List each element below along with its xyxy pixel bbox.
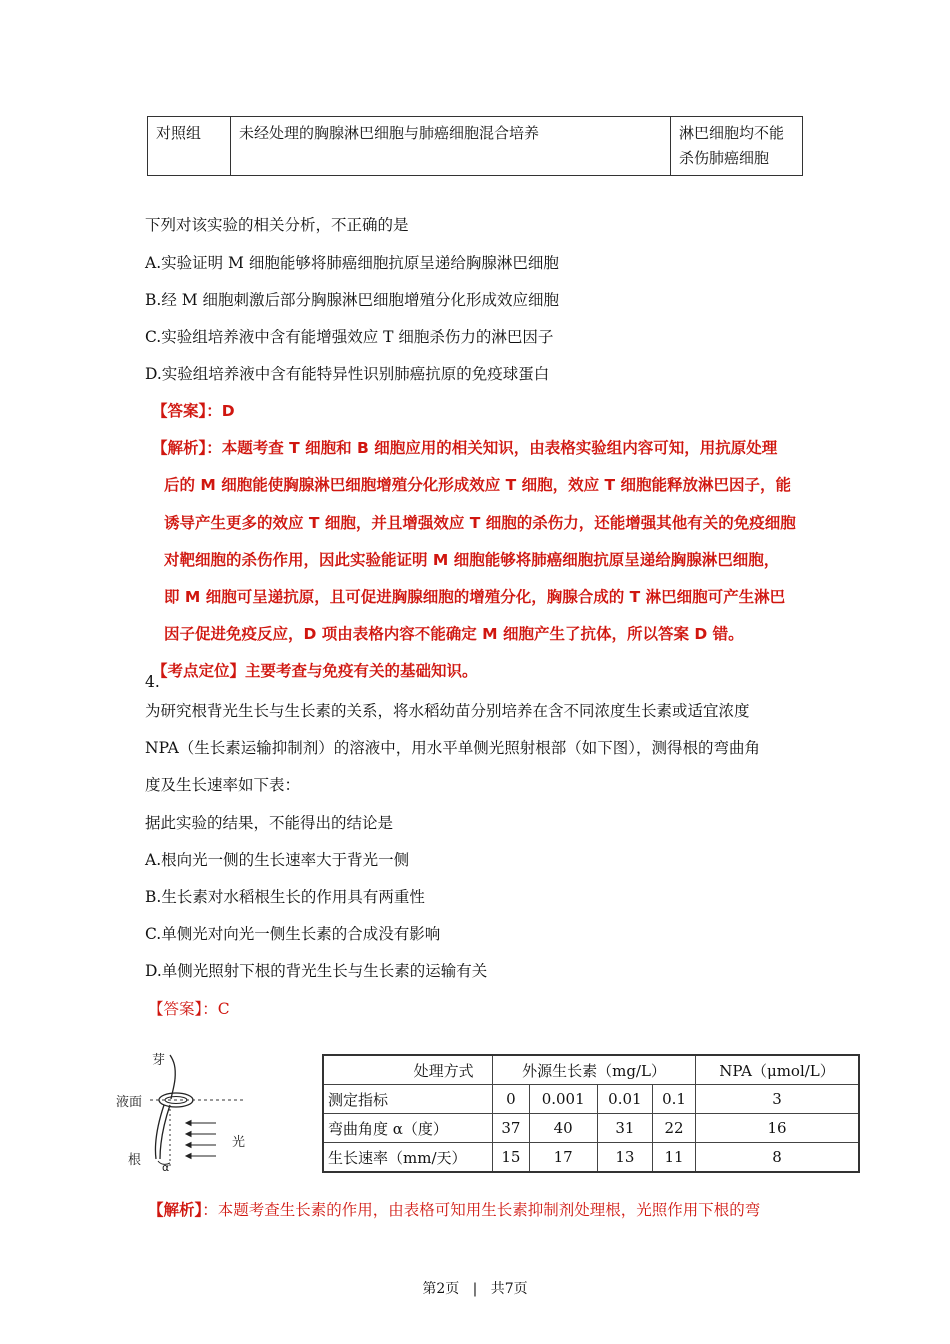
table-cell: 16 — [696, 1114, 859, 1143]
page-total: 共7页 — [490, 1281, 528, 1297]
header-auxin: 外源生长素（mg/L） — [493, 1055, 696, 1085]
footer-separator: | — [472, 1281, 478, 1297]
header-npa: NPA（μmol/L） — [696, 1055, 859, 1085]
table-cell: 13 — [597, 1143, 652, 1173]
q3-analysis-line-2: 后的 M 细胞能使胸腺淋巴细胞增殖分化形成效应 T 细胞，效应 T 细胞能释放淋巴因子，能 — [164, 476, 791, 494]
q4-option-d: D.单侧光照射下根的背光生长与生长素的运输有关 — [145, 962, 488, 980]
conc-2: 0.01 — [597, 1085, 652, 1114]
table-cell: 40 — [529, 1114, 597, 1143]
table-cell: 15 — [493, 1143, 530, 1173]
treatment-cell: 未经处理的胸腺淋巴细胞与肺癌细胞混合培养 — [231, 117, 671, 176]
page-number: 第2页 — [422, 1281, 460, 1297]
q3-analysis-line-6: 因子促进免疫反应，D 项由表格内容不能确定 M 细胞产生了抗体，所以答案 D 错。 — [164, 625, 744, 643]
answer-value: ：C — [202, 1000, 230, 1018]
table-row — [323, 1114, 859, 1143]
q3-analysis-line-3: 诱导产生更多的效应 T 细胞，并且增强效应 T 细胞的杀伤力，还能增强其他有关的免疫细胞 — [164, 514, 796, 532]
conc-1: 0.001 — [529, 1085, 597, 1114]
answer-tag: 【答案】 — [152, 402, 207, 420]
q3-option-b: B.经 M 细胞刺激后部分胸腺淋巴细胞增殖分化形成效应细胞 — [145, 291, 560, 309]
table-row — [148, 117, 803, 176]
q3-analysis-line-5: 即 M 细胞可呈递抗原，且可促进胸腺细胞的增殖分化，胸腺合成的 T 淋巴细胞可产生淋巴 — [164, 588, 786, 606]
q3-answer — [152, 399, 235, 421]
table-cell: 8 — [696, 1143, 859, 1173]
table-cell: 11 — [653, 1143, 696, 1173]
q4-option-c: C.单侧光对向光一侧生长素的合成没有影响 — [145, 925, 441, 943]
seedling-figure — [118, 1053, 258, 1173]
q3-option-d: D.实验组培养液中含有能特异性识别肺癌抗原的免疫球蛋白 — [145, 365, 550, 383]
conc-npa: 3 — [696, 1085, 859, 1114]
answer-value: ：D — [206, 402, 235, 420]
q4-option-a: A.根向光一侧的生长速率大于背光一侧 — [145, 851, 410, 869]
conc-0: 0 — [493, 1085, 530, 1114]
analysis-tag: 【解析】 — [148, 1200, 203, 1219]
control-group-table — [147, 116, 803, 176]
table-cell: 17 — [529, 1143, 597, 1173]
table-cell: 22 — [653, 1114, 696, 1143]
q4-stem-line-2: NPA（生长素运输抑制剂）的溶液中，用水平单侧光照射根部（如下图），测得根的弯曲角 — [145, 739, 761, 757]
q3-option-c: C.实验组培养液中含有能增强效应 T 细胞杀伤力的淋巴因子 — [145, 328, 554, 346]
table-cell: 31 — [597, 1114, 652, 1143]
table-row — [323, 1085, 859, 1114]
alpha-label: α — [162, 1161, 170, 1174]
table-row — [323, 1143, 859, 1173]
group-cell: 对照组 — [148, 117, 231, 176]
page-footer — [0, 1278, 950, 1298]
result-cell: 淋巴细胞均不能杀伤肺癌细胞 — [671, 117, 803, 176]
q4-number: 4. — [145, 673, 160, 691]
q3-option-a: A.实验证明 M 细胞能够将肺癌细胞抗原呈递给胸腺淋巴细胞 — [145, 254, 559, 272]
header-method-cell — [323, 1055, 493, 1085]
bud-label: 芽 — [152, 1053, 166, 1068]
header-method: 处理方式 — [413, 1061, 474, 1080]
analysis-text: ：本题考查生长素的作用，由表格可知用生长素抑制剂处理根，光照作用下根的弯 — [202, 1201, 761, 1219]
root-label: 根 — [128, 1153, 142, 1168]
surface-label: 液面 — [116, 1095, 143, 1110]
q4-stem-line-3: 度及生长速率如下表： — [145, 776, 301, 794]
q4-analysis — [148, 1198, 760, 1220]
header-index: 测定指标 — [323, 1085, 493, 1114]
light-label: 光 — [232, 1135, 246, 1150]
row-label: 生长速率（mm/天） — [323, 1143, 493, 1173]
q4-stem-line-4: 据此实验的结果，不能得出的结论是 — [145, 814, 394, 832]
q3-analysis-line-1: 【解析】：本题考查 T 细胞和 B 细胞应用的相关知识，由表格实验组内容可知，用抗原处理 — [152, 439, 778, 457]
row-label: 弯曲角度 α（度） — [323, 1114, 493, 1143]
conc-3: 0.1 — [653, 1085, 696, 1114]
table-cell: 37 — [493, 1114, 530, 1143]
q4-answer — [148, 997, 230, 1019]
q3-stem: 下列对该实验的相关分析，不正确的是 — [145, 216, 409, 234]
auxin-data-table — [322, 1054, 860, 1173]
q4-option-b: B.生长素对水稻根生长的作用具有两重性 — [145, 888, 425, 906]
table-header-row — [323, 1055, 859, 1085]
q4-stem-line-1: 为研究根背光生长与生长素的关系，将水稻幼苗分别培养在含不同浓度生长素或适宜浓度 — [145, 702, 750, 720]
q3-key-point: 【考点定位】主要考查与免疫有关的基础知识。 — [152, 662, 478, 680]
answer-tag: 【答案】 — [148, 1000, 203, 1018]
q3-analysis-line-4: 对靶细胞的杀伤作用，因此实验能证明 M 细胞能够将肺癌细胞抗原呈递给胸腺淋巴细胞， — [164, 551, 780, 569]
